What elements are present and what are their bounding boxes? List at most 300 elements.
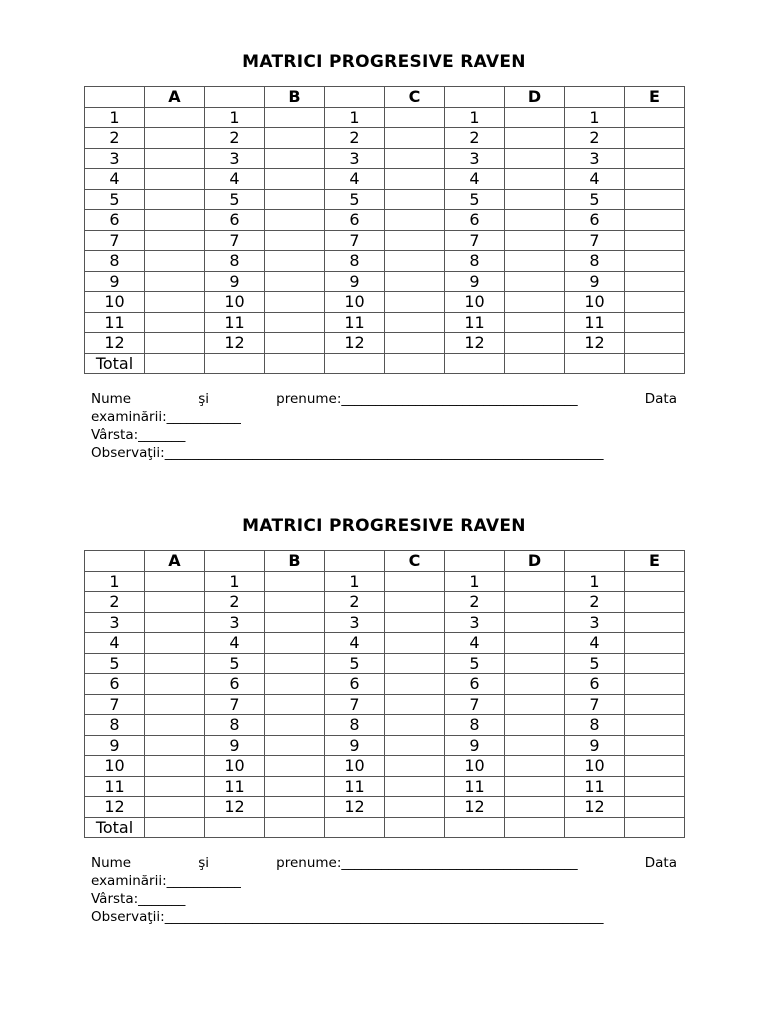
answer-cell[interactable] [625, 128, 685, 149]
total-cell[interactable] [385, 353, 445, 374]
item-number-cell: 9 [325, 735, 385, 756]
total-cell[interactable] [565, 353, 625, 374]
answer-cell[interactable] [385, 210, 445, 231]
total-cell[interactable] [505, 353, 565, 374]
answer-cell[interactable] [385, 735, 445, 756]
answer-cell[interactable] [145, 107, 205, 128]
item-number-cell: 4 [565, 169, 625, 190]
answer-cell[interactable] [505, 189, 565, 210]
answer-cell[interactable] [625, 756, 685, 777]
answer-cell[interactable] [385, 251, 445, 272]
table-row [85, 189, 685, 210]
answer-cell[interactable] [505, 333, 565, 354]
table-row [85, 251, 685, 272]
item-number-cell: 3 [445, 612, 505, 633]
answer-cell[interactable] [265, 674, 325, 695]
item-number-cell: 12 [565, 333, 625, 354]
answer-cell[interactable] [145, 148, 205, 169]
item-number-cell: 4 [445, 633, 505, 654]
answer-cell[interactable] [625, 694, 685, 715]
item-number-cell: 11 [565, 312, 625, 333]
item-number-cell: 4 [205, 169, 265, 190]
item-number-cell: 1 [565, 107, 625, 128]
nume-label: Nume [91, 391, 132, 407]
item-number-cell: 3 [445, 148, 505, 169]
item-number-cell: 11 [325, 312, 385, 333]
answer-cell[interactable] [265, 169, 325, 190]
item-number-cell: 6 [85, 210, 145, 231]
form-title: MATRICI PROGRESIVE RAVEN [242, 516, 526, 536]
answer-cell[interactable] [385, 653, 445, 674]
examinarii-field[interactable]: examinării:___________ [91, 409, 241, 425]
table-row [85, 128, 685, 149]
total-cell[interactable] [625, 817, 685, 838]
answer-cell[interactable] [505, 210, 565, 231]
item-number-cell: 3 [85, 148, 145, 169]
table-header-row [85, 87, 685, 108]
item-number-cell: 7 [85, 230, 145, 251]
answer-cell[interactable] [145, 292, 205, 313]
prenume-field[interactable]: prenume:___________________________________ [276, 391, 578, 407]
item-number-cell: 11 [205, 312, 265, 333]
answer-cell[interactable] [625, 210, 685, 231]
item-number-cell: 3 [325, 612, 385, 633]
item-number-cell: 1 [205, 107, 265, 128]
item-number-cell: 2 [205, 128, 265, 149]
answer-cell[interactable] [625, 776, 685, 797]
item-number-cell: 9 [565, 271, 625, 292]
total-cell[interactable] [565, 817, 625, 838]
item-number-cell: 1 [445, 107, 505, 128]
total-label: Total [85, 817, 145, 838]
total-cell[interactable] [625, 353, 685, 374]
answer-cell[interactable] [625, 571, 685, 592]
table-row [85, 312, 685, 333]
answer-cell[interactable] [265, 312, 325, 333]
answer-cell[interactable] [265, 271, 325, 292]
answer-cell[interactable] [505, 797, 565, 818]
item-number-cell: 5 [325, 189, 385, 210]
item-number-cell: 12 [565, 797, 625, 818]
prenume-field[interactable]: prenume:___________________________________ [276, 855, 578, 871]
answer-cell[interactable] [265, 735, 325, 756]
item-number-cell: 6 [325, 210, 385, 231]
column-header: B [265, 551, 325, 572]
total-cell[interactable] [505, 817, 565, 838]
answer-cell[interactable] [505, 592, 565, 613]
answer-cell[interactable] [385, 189, 445, 210]
item-number-cell: 9 [85, 271, 145, 292]
item-number-cell: 12 [85, 797, 145, 818]
answer-cell[interactable] [625, 107, 685, 128]
answer-cell[interactable] [625, 674, 685, 695]
total-cell[interactable] [325, 817, 385, 838]
answer-cell[interactable] [505, 292, 565, 313]
column-header: C [385, 87, 445, 108]
answer-cell[interactable] [265, 251, 325, 272]
total-cell[interactable] [205, 817, 265, 838]
total-cell[interactable] [265, 817, 325, 838]
item-number-cell: 4 [565, 633, 625, 654]
answer-cell[interactable] [145, 189, 205, 210]
item-number-cell: 6 [565, 674, 625, 695]
total-cell[interactable] [145, 817, 205, 838]
item-number-cell: 7 [325, 230, 385, 251]
column-header [445, 551, 505, 572]
item-number-cell: 10 [205, 292, 265, 313]
item-number-cell: 12 [325, 333, 385, 354]
answer-cell[interactable] [625, 653, 685, 674]
answer-cell[interactable] [505, 612, 565, 633]
item-number-cell: 3 [565, 148, 625, 169]
item-number-cell: 11 [325, 776, 385, 797]
column-header [85, 551, 145, 572]
item-number-cell: 4 [85, 633, 145, 654]
answer-cell[interactable] [385, 797, 445, 818]
item-number-cell: 6 [85, 674, 145, 695]
table-row [85, 271, 685, 292]
answer-cell[interactable] [625, 592, 685, 613]
examinarii-field[interactable]: examinării:___________ [91, 873, 241, 889]
answer-cell[interactable] [265, 653, 325, 674]
answer-cell[interactable] [505, 271, 565, 292]
table-row [85, 592, 685, 613]
answer-cell[interactable] [145, 715, 205, 736]
item-number-cell: 6 [445, 674, 505, 695]
item-number-cell: 9 [205, 271, 265, 292]
answer-cell[interactable] [265, 107, 325, 128]
answer-cell[interactable] [145, 169, 205, 190]
item-number-cell: 9 [85, 735, 145, 756]
answer-cell[interactable] [385, 715, 445, 736]
column-header: A [145, 87, 205, 108]
item-number-cell: 5 [565, 189, 625, 210]
column-header [445, 87, 505, 108]
item-number-cell: 11 [445, 776, 505, 797]
item-number-cell: 8 [205, 251, 265, 272]
column-header [325, 551, 385, 572]
item-number-cell: 12 [325, 797, 385, 818]
answer-cell[interactable] [505, 571, 565, 592]
item-number-cell: 11 [85, 776, 145, 797]
item-number-cell: 2 [325, 128, 385, 149]
answer-cell[interactable] [505, 735, 565, 756]
total-cell[interactable] [445, 817, 505, 838]
table-row [85, 292, 685, 313]
si-label: şi [198, 855, 210, 871]
item-number-cell: 3 [325, 148, 385, 169]
item-number-cell: 12 [445, 333, 505, 354]
answer-cell[interactable] [385, 592, 445, 613]
answer-cell[interactable] [385, 312, 445, 333]
answer-cell[interactable] [265, 148, 325, 169]
table-row [85, 735, 685, 756]
table-row [85, 633, 685, 654]
table-row [85, 653, 685, 674]
answer-cell[interactable] [505, 251, 565, 272]
item-number-cell: 8 [325, 715, 385, 736]
answer-cell[interactable] [265, 210, 325, 231]
item-number-cell: 2 [565, 592, 625, 613]
item-number-cell: 2 [85, 128, 145, 149]
total-cell[interactable] [265, 353, 325, 374]
answer-cell[interactable] [385, 148, 445, 169]
item-number-cell: 7 [445, 694, 505, 715]
answer-cell[interactable] [625, 292, 685, 313]
answer-cell[interactable] [265, 715, 325, 736]
item-number-cell: 4 [205, 633, 265, 654]
answer-cell[interactable] [505, 148, 565, 169]
si-label: şi [198, 391, 210, 407]
answer-cell[interactable] [145, 694, 205, 715]
item-number-cell: 10 [325, 756, 385, 777]
answer-cell[interactable] [145, 756, 205, 777]
item-number-cell: 11 [445, 312, 505, 333]
score-table [84, 86, 685, 374]
item-number-cell: 5 [325, 653, 385, 674]
score-table [84, 550, 685, 838]
item-number-cell: 4 [85, 169, 145, 190]
answer-cell[interactable] [505, 312, 565, 333]
answer-cell[interactable] [625, 189, 685, 210]
answer-cell[interactable] [145, 674, 205, 695]
total-cell[interactable] [385, 817, 445, 838]
item-number-cell: 8 [85, 251, 145, 272]
item-number-cell: 7 [205, 694, 265, 715]
answer-cell[interactable] [385, 776, 445, 797]
answer-cell[interactable] [385, 674, 445, 695]
examinee-info [91, 854, 677, 926]
observatii-field[interactable]: Observaţii:_________________________________________________________________ [91, 445, 604, 461]
examinee-info [91, 390, 677, 462]
form-title: MATRICI PROGRESIVE RAVEN [242, 52, 526, 72]
total-cell[interactable] [145, 353, 205, 374]
answer-cell[interactable] [505, 633, 565, 654]
item-number-cell: 2 [325, 592, 385, 613]
answer-cell[interactable] [145, 612, 205, 633]
column-header: D [505, 551, 565, 572]
answer-cell[interactable] [145, 251, 205, 272]
answer-cell[interactable] [385, 756, 445, 777]
answer-cell[interactable] [505, 756, 565, 777]
item-number-cell: 3 [565, 612, 625, 633]
item-number-cell: 6 [565, 210, 625, 231]
item-number-cell: 3 [205, 612, 265, 633]
item-number-cell: 12 [205, 797, 265, 818]
observatii-field[interactable]: Observaţii:_________________________________________________________________ [91, 909, 604, 925]
item-number-cell: 10 [205, 756, 265, 777]
answer-cell[interactable] [505, 653, 565, 674]
item-number-cell: 8 [325, 251, 385, 272]
item-number-cell: 6 [325, 674, 385, 695]
answer-cell[interactable] [265, 776, 325, 797]
column-header: A [145, 551, 205, 572]
answer-cell[interactable] [145, 271, 205, 292]
column-header [85, 87, 145, 108]
answer-cell[interactable] [385, 230, 445, 251]
answer-cell[interactable] [265, 292, 325, 313]
answer-cell[interactable] [625, 251, 685, 272]
answer-cell[interactable] [505, 715, 565, 736]
answer-cell[interactable] [625, 230, 685, 251]
answer-cell[interactable] [265, 592, 325, 613]
column-header: C [385, 551, 445, 572]
answer-cell[interactable] [625, 312, 685, 333]
item-number-cell: 5 [85, 189, 145, 210]
item-number-cell: 1 [85, 571, 145, 592]
answer-cell[interactable] [505, 230, 565, 251]
item-number-cell: 1 [445, 571, 505, 592]
item-number-cell: 1 [205, 571, 265, 592]
answer-cell[interactable] [625, 333, 685, 354]
item-number-cell: 2 [565, 128, 625, 149]
total-row [85, 353, 685, 374]
answer-cell[interactable] [145, 797, 205, 818]
varsta-field[interactable]: Vârsta:_______ [91, 891, 186, 907]
nume-label: Nume [91, 855, 132, 871]
item-number-cell: 9 [445, 271, 505, 292]
answer-cell[interactable] [145, 230, 205, 251]
item-number-cell: 10 [445, 292, 505, 313]
item-number-cell: 9 [325, 271, 385, 292]
answer-cell[interactable] [505, 776, 565, 797]
item-number-cell: 11 [85, 312, 145, 333]
item-number-cell: 7 [565, 694, 625, 715]
answer-cell[interactable] [385, 107, 445, 128]
table-row [85, 756, 685, 777]
table-row [85, 210, 685, 231]
column-header [325, 87, 385, 108]
table-row [85, 715, 685, 736]
answer-cell[interactable] [625, 148, 685, 169]
varsta-field[interactable]: Vârsta:_______ [91, 427, 186, 443]
total-cell[interactable] [205, 353, 265, 374]
total-cell[interactable] [325, 353, 385, 374]
item-number-cell: 8 [85, 715, 145, 736]
answer-cell[interactable] [625, 797, 685, 818]
item-number-cell: 7 [445, 230, 505, 251]
answer-cell[interactable] [625, 169, 685, 190]
answer-cell[interactable] [265, 756, 325, 777]
column-header [565, 87, 625, 108]
item-number-cell: 5 [445, 189, 505, 210]
item-number-cell: 1 [85, 107, 145, 128]
answer-cell[interactable] [265, 694, 325, 715]
column-header [565, 551, 625, 572]
item-number-cell: 1 [325, 107, 385, 128]
answer-cell[interactable] [625, 633, 685, 654]
answer-cell[interactable] [385, 292, 445, 313]
item-number-cell: 9 [565, 735, 625, 756]
answer-cell[interactable] [265, 612, 325, 633]
item-number-cell: 7 [565, 230, 625, 251]
item-number-cell: 12 [445, 797, 505, 818]
column-header: E [625, 87, 685, 108]
item-number-cell: 11 [205, 776, 265, 797]
answer-cell[interactable] [505, 674, 565, 695]
answer-cell[interactable] [145, 333, 205, 354]
answer-cell[interactable] [505, 107, 565, 128]
answer-cell[interactable] [145, 735, 205, 756]
answer-cell[interactable] [265, 571, 325, 592]
answer-cell[interactable] [625, 735, 685, 756]
item-number-cell: 10 [565, 292, 625, 313]
item-number-cell: 8 [565, 715, 625, 736]
item-number-cell: 8 [565, 251, 625, 272]
item-number-cell: 6 [205, 674, 265, 695]
item-number-cell: 6 [445, 210, 505, 231]
item-number-cell: 10 [565, 756, 625, 777]
item-number-cell: 10 [85, 756, 145, 777]
item-number-cell: 10 [445, 756, 505, 777]
answer-cell[interactable] [145, 312, 205, 333]
answer-cell[interactable] [385, 128, 445, 149]
column-header: B [265, 87, 325, 108]
total-cell[interactable] [445, 353, 505, 374]
answer-cell[interactable] [385, 333, 445, 354]
answer-cell[interactable] [625, 271, 685, 292]
item-number-cell: 2 [445, 128, 505, 149]
answer-cell[interactable] [145, 653, 205, 674]
answer-cell[interactable] [265, 189, 325, 210]
answer-cell[interactable] [145, 592, 205, 613]
table-row [85, 107, 685, 128]
column-header [205, 551, 265, 572]
table-row [85, 776, 685, 797]
answer-cell[interactable] [505, 694, 565, 715]
answer-cell[interactable] [625, 715, 685, 736]
column-header [205, 87, 265, 108]
answer-cell[interactable] [625, 612, 685, 633]
item-number-cell: 3 [85, 612, 145, 633]
answer-cell[interactable] [265, 633, 325, 654]
answer-cell[interactable] [385, 271, 445, 292]
item-number-cell: 12 [205, 333, 265, 354]
item-number-cell: 1 [325, 571, 385, 592]
answer-cell[interactable] [385, 169, 445, 190]
answer-cell[interactable] [145, 776, 205, 797]
answer-cell[interactable] [505, 169, 565, 190]
table-row [85, 694, 685, 715]
item-number-cell: 10 [325, 292, 385, 313]
answer-cell[interactable] [505, 128, 565, 149]
data-label: Data [644, 855, 677, 871]
answer-cell[interactable] [385, 612, 445, 633]
item-number-cell: 8 [445, 251, 505, 272]
table-row [85, 612, 685, 633]
answer-cell[interactable] [145, 210, 205, 231]
data-label: Data [644, 391, 677, 407]
answer-cell[interactable] [265, 128, 325, 149]
answer-cell[interactable] [385, 633, 445, 654]
answer-cell[interactable] [385, 694, 445, 715]
answer-cell[interactable] [265, 797, 325, 818]
answer-cell[interactable] [145, 633, 205, 654]
answer-cell[interactable] [385, 571, 445, 592]
answer-cell[interactable] [145, 128, 205, 149]
item-number-cell: 11 [565, 776, 625, 797]
item-number-cell: 3 [205, 148, 265, 169]
answer-cell[interactable] [265, 333, 325, 354]
item-number-cell: 5 [205, 653, 265, 674]
total-label: Total [85, 353, 145, 374]
item-number-cell: 2 [205, 592, 265, 613]
column-header: E [625, 551, 685, 572]
answer-cell[interactable] [265, 230, 325, 251]
table-row [85, 674, 685, 695]
table-row [85, 797, 685, 818]
answer-cell[interactable] [145, 571, 205, 592]
